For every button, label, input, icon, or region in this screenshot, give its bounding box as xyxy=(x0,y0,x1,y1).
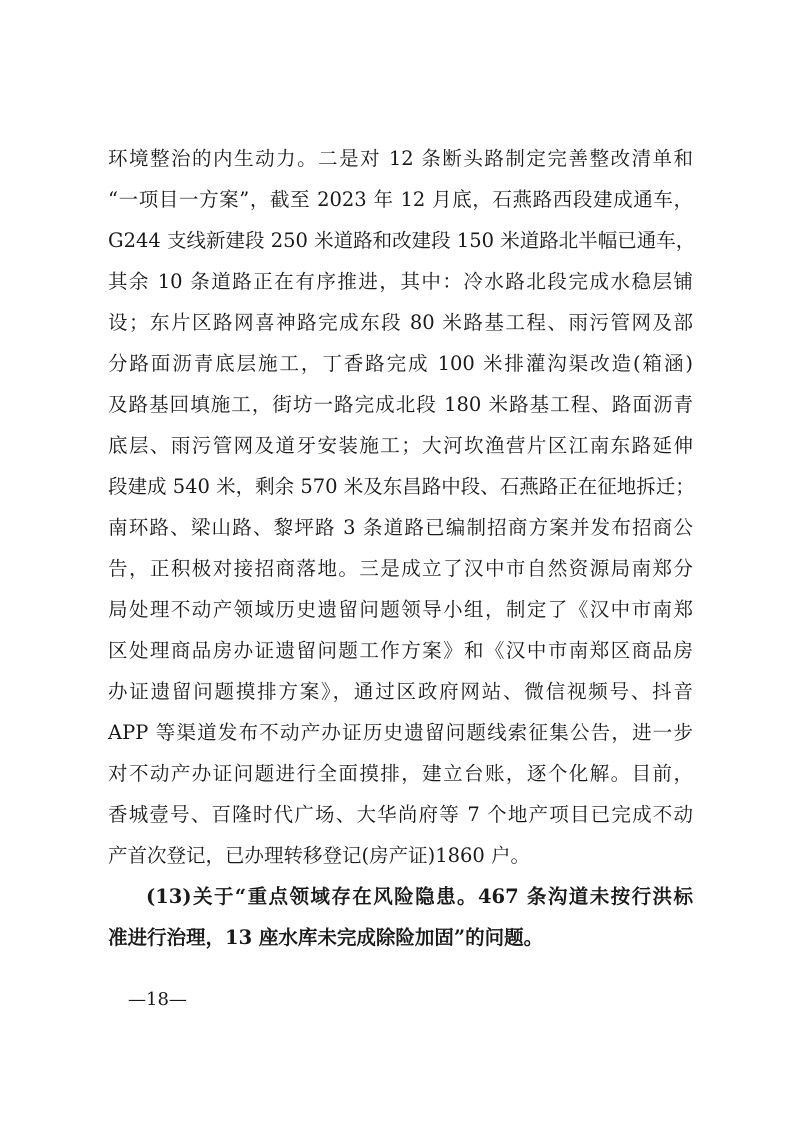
body-line-4: 其余 10 条道路正在有序推进，其中：冷水路北段完成水稳层铺 xyxy=(108,270,693,293)
body-line-14: 办证遗留问题摸排方案》，通过区政府网站、微信视频号、抖音 xyxy=(108,680,693,703)
body-line-2: “一项目一方案”，截至 2023 年 12 月底，石燕路西段建成通车， xyxy=(108,188,693,211)
body-line-3: G244 支线新建段 250 米道路和改建段 150 米道路北半幅已通车， xyxy=(108,229,696,252)
body-line-9: 段建成 540 米，剩余 570 米及东昌路中段、石燕路正在征地拆迁； xyxy=(108,475,695,498)
body-line-7: 及路基回填施工，街坊一路完成北段 180 米路基工程、路面沥青 xyxy=(108,393,693,416)
body-line-17: 香城壹号、百隆时代广场、大华尚府等 7 个地产项目已完成不动 xyxy=(108,803,693,826)
body-line-15: APP 等渠道发布不动产办证历史遗留问题线索征集公告，进一步 xyxy=(108,721,693,744)
section-heading-line-2: 准进行治理，13 座水库未完成除险加固”的问题。 xyxy=(108,926,544,949)
body-line-12: 局处理不动产领域历史遗留问题领导小组，制定了《汉中市南郑 xyxy=(108,598,693,621)
body-line-1: 环境整治的内生动力。二是对 12 条断头路制定完善整改清单和 xyxy=(108,147,693,170)
body-line-10: 南环路、梁山路、黎坪路 3 条道路已编制招商方案并发布招商公 xyxy=(108,516,693,539)
body-line-8: 底层、雨污管网及道牙安装施工；大河坎渔营片区江南东路延伸 xyxy=(108,434,693,457)
body-line-13: 区处理商品房办证遗留问题工作方案》和《汉中市南郑区商品房 xyxy=(108,639,693,662)
body-line-6: 分路面沥青底层施工，丁香路完成 100 米排灌沟渠改造(箱涵) xyxy=(108,352,693,375)
section-heading-line-1: (13)关于“重点领域存在风险隐患。467 条沟道未按行洪标 xyxy=(146,885,693,908)
body-line-18: 产首次登记，已办理转移登记(房产证)1860 户。 xyxy=(108,844,531,867)
page-number: —18— xyxy=(128,989,187,1010)
body-line-5: 设；东片区路网喜神路完成东段 80 米路基工程、雨污管网及部 xyxy=(108,311,693,334)
body-line-11: 告，正积极对接招商落地。三是成立了汉中市自然资源局南郑分 xyxy=(108,557,693,580)
body-line-16: 对不动产办证问题进行全面摸排，建立台账，逐个化解。目前， xyxy=(108,762,693,785)
